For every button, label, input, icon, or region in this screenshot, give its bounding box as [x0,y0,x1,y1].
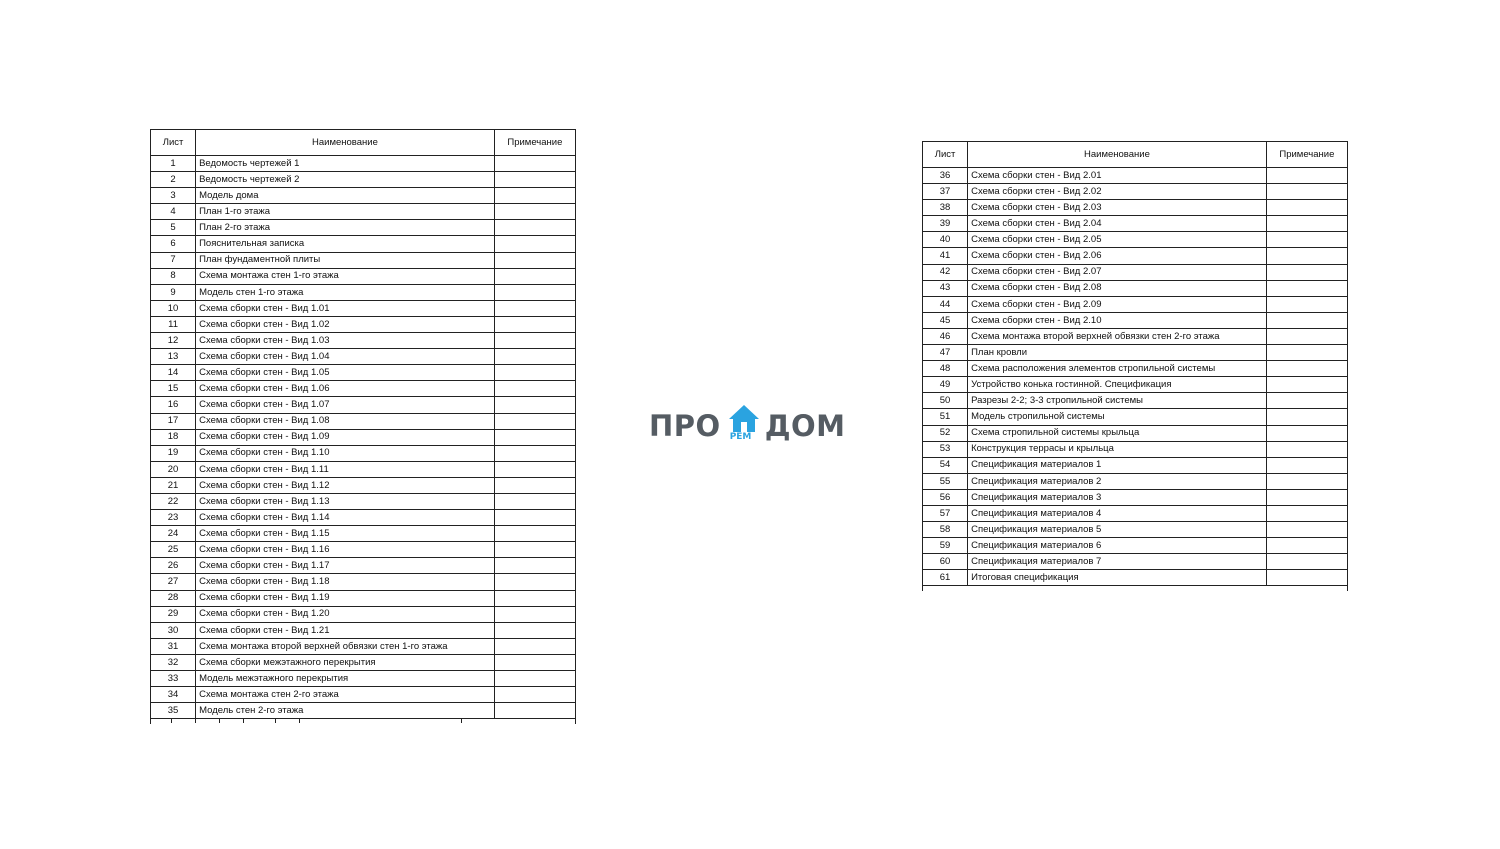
table-row [151,188,576,204]
table-row [923,570,1348,586]
table-row [151,397,576,413]
sheet-note-cell [494,204,575,220]
sheet-name-cell: Схема сборки межэтажного перекрытия [196,654,495,670]
table-row [151,590,576,606]
sheet-number-cell: 21 [151,477,196,493]
sheet-name-cell: Модель стен 1-го этажа [196,284,495,300]
sheet-name-cell: Модель стен 2-го этажа [196,703,495,719]
sheet-number-cell: 58 [923,522,968,538]
header-name: Наименование [968,142,1267,168]
sheet-name-cell: Спецификация материалов 2 [968,473,1267,489]
sheet-name-cell: Схема монтажа второй верхней обвязки стен 1-го этажа [196,638,495,654]
sheet-number-cell: 32 [151,654,196,670]
sheet-note-cell [1266,570,1347,586]
sheet-number-cell: 59 [923,538,968,554]
table-cut-edge-right [922,585,1348,591]
sheet-note-cell [1266,441,1347,457]
sheet-note-cell [494,510,575,526]
sheet-number-cell: 56 [923,489,968,505]
sheet-note-cell [1266,393,1347,409]
sheet-note-cell [494,413,575,429]
sheet-number-cell: 25 [151,542,196,558]
sheet-name-cell: Спецификация материалов 5 [968,522,1267,538]
table-row [151,510,576,526]
sheet-number-cell: 38 [923,200,968,216]
sheet-number-cell: 44 [923,296,968,312]
table-row [923,248,1348,264]
sheet-number-cell: 49 [923,377,968,393]
sheet-number-cell: 23 [151,510,196,526]
sheet-note-cell [494,671,575,687]
sheet-name-cell: План 2-го этажа [196,220,495,236]
sheet-note-cell [494,172,575,188]
sheet-note-cell [1266,409,1347,425]
sheet-note-cell [494,493,575,509]
sheet-number-cell: 45 [923,312,968,328]
sheet-number-cell: 4 [151,204,196,220]
sheet-note-cell [1266,457,1347,473]
table-row [151,413,576,429]
sheet-name-cell: Схема сборки стен - Вид 1.04 [196,349,495,365]
table-row [923,538,1348,554]
sheet-note-cell [1266,377,1347,393]
sheet-number-cell: 6 [151,236,196,252]
sheet-number-cell: 34 [151,687,196,703]
sheet-name-cell: Схема сборки стен - Вид 1.11 [196,461,495,477]
sheet-note-cell [494,397,575,413]
sheet-number-cell: 39 [923,216,968,232]
sheet-name-cell: Ведомость чертежей 2 [196,172,495,188]
sheet-number-cell: 43 [923,280,968,296]
table-row [923,473,1348,489]
sheet-name-cell: Схема сборки стен - Вид 1.01 [196,300,495,316]
table-row [151,574,576,590]
sheet-note-cell [1266,489,1347,505]
sheet-note-cell [1266,328,1347,344]
sheet-number-cell: 20 [151,461,196,477]
table-row [151,493,576,509]
sheet-name-cell: Схема монтажа второй верхней обвязки стен 2-го этажа [968,328,1267,344]
sheet-note-cell [1266,361,1347,377]
table-row [151,156,576,172]
sheet-name-cell: Схема сборки стен - Вид 2.10 [968,312,1267,328]
header-note: Примечание [1266,142,1347,168]
logo-subtext: РЕМ [729,432,752,442]
sheet-note-cell [1266,345,1347,361]
logo-text-left: ПРО [649,409,721,443]
table-row [923,505,1348,521]
sheet-note-cell [494,574,575,590]
sheet-note-cell [1266,505,1347,521]
sheet-note-cell [1266,200,1347,216]
table-row [923,361,1348,377]
sheet-name-cell: Схема сборки стен - Вид 2.03 [968,200,1267,216]
sheet-note-cell [494,703,575,719]
sheet-number-cell: 28 [151,590,196,606]
sheet-number-cell: 55 [923,473,968,489]
sheet-note-cell [1266,473,1347,489]
sheet-name-cell: Схема сборки стен - Вид 1.03 [196,333,495,349]
table-row [151,671,576,687]
sheet-note-cell [1266,312,1347,328]
sheet-name-cell: Схема сборки стен - Вид 1.06 [196,381,495,397]
sheet-number-cell: 8 [151,268,196,284]
table-row [151,220,576,236]
sheet-name-cell: Схема сборки стен - Вид 1.15 [196,526,495,542]
table-row [151,429,576,445]
header-name: Наименование [196,130,495,156]
table-row [923,345,1348,361]
sheet-number-cell: 9 [151,284,196,300]
sheet-name-cell: Схема сборки стен - Вид 1.02 [196,316,495,332]
sheet-name-cell: Схема сборки стен - Вид 1.14 [196,510,495,526]
sheet-name-cell: Спецификация материалов 4 [968,505,1267,521]
header-note: Примечание [494,130,575,156]
header-sheet: Лист [151,130,196,156]
sheet-number-cell: 13 [151,349,196,365]
sheet-note-cell [494,606,575,622]
sheet-note-cell [1266,538,1347,554]
sheet-number-cell: 35 [151,703,196,719]
table-row [923,216,1348,232]
sheet-note-cell [1266,296,1347,312]
sheet-note-cell [494,429,575,445]
sheet-name-cell: Схема сборки стен - Вид 2.09 [968,296,1267,312]
table-row [151,316,576,332]
sheet-name-cell: Схема сборки стен - Вид 1.16 [196,542,495,558]
sheet-number-cell: 31 [151,638,196,654]
sheet-name-cell: Модель межэтажного перекрытия [196,671,495,687]
sheet-note-cell [494,316,575,332]
sheet-name-cell: Схема стропильной системы крыльца [968,425,1267,441]
sheet-note-cell [494,542,575,558]
table-row [151,236,576,252]
sheet-name-cell: Схема сборки стен - Вид 1.05 [196,365,495,381]
sheet-note-cell [494,590,575,606]
drawing-list-table-right [922,141,1348,586]
sheet-note-cell [494,268,575,284]
table-row [923,168,1348,184]
pro-dom-logo [649,404,849,448]
table-row [151,477,576,493]
table-row [923,377,1348,393]
sheet-number-cell: 41 [923,248,968,264]
sheet-name-cell: Итоговая спецификация [968,570,1267,586]
house-icon [727,404,761,448]
sheet-number-cell: 5 [151,220,196,236]
sheet-number-cell: 29 [151,606,196,622]
table-row [923,280,1348,296]
sheet-name-cell: План фундаментной плиты [196,252,495,268]
sheet-number-cell: 11 [151,316,196,332]
sheet-name-cell: Схема сборки стен - Вид 2.06 [968,248,1267,264]
sheet-name-cell: Спецификация материалов 1 [968,457,1267,473]
sheet-name-cell: Разрезы 2-2; 3-3 стропильной системы [968,393,1267,409]
table-row [151,349,576,365]
sheet-name-cell: Конструкция террасы и крыльца [968,441,1267,457]
table-header-row [923,142,1348,168]
sheet-note-cell [1266,554,1347,570]
sheet-name-cell: Схема монтажа стен 2-го этажа [196,687,495,703]
sheet-name-cell: Схема монтажа стен 1-го этажа [196,268,495,284]
sheet-number-cell: 3 [151,188,196,204]
sheet-number-cell: 22 [151,493,196,509]
sheet-note-cell [494,300,575,316]
sheet-number-cell: 15 [151,381,196,397]
table-row [151,461,576,477]
sheet-name-cell: Схема сборки стен - Вид 1.18 [196,574,495,590]
table-row [151,381,576,397]
sheet-name-cell: Схема сборки стен - Вид 2.08 [968,280,1267,296]
sheet-name-cell: Спецификация материалов 3 [968,489,1267,505]
sheet-number-cell: 51 [923,409,968,425]
sheet-number-cell: 16 [151,397,196,413]
table-row [151,526,576,542]
sheet-number-cell: 7 [151,252,196,268]
table-row [923,200,1348,216]
table-row [923,312,1348,328]
sheet-number-cell: 30 [151,622,196,638]
sheet-number-cell: 61 [923,570,968,586]
sheet-number-cell: 50 [923,393,968,409]
table-row [151,558,576,574]
sheet-name-cell: План 1-го этажа [196,204,495,220]
table-row [923,489,1348,505]
sheet-number-cell: 60 [923,554,968,570]
sheet-note-cell [494,156,575,172]
sheet-note-cell [1266,184,1347,200]
sheet-name-cell: Схема сборки стен - Вид 2.05 [968,232,1267,248]
sheet-note-cell [494,638,575,654]
sheet-note-cell [494,252,575,268]
sheet-note-cell [494,461,575,477]
sheet-note-cell [494,622,575,638]
sheet-note-cell [494,526,575,542]
table-row [151,606,576,622]
sheet-name-cell: Устройство конька гостинной. Спецификация [968,377,1267,393]
sheet-name-cell: Модель стропильной системы [968,409,1267,425]
sheet-name-cell: Схема сборки стен - Вид 1.12 [196,477,495,493]
sheet-name-cell: Схема сборки стен - Вид 1.09 [196,429,495,445]
table-row [923,441,1348,457]
table-row [151,622,576,638]
table-row [151,542,576,558]
sheet-number-cell: 1 [151,156,196,172]
sheet-note-cell [1266,248,1347,264]
sheet-number-cell: 24 [151,526,196,542]
sheet-note-cell [494,365,575,381]
table-row [151,445,576,461]
sheet-note-cell [494,284,575,300]
table-row [151,284,576,300]
sheet-name-cell: Схема сборки стен - Вид 2.04 [968,216,1267,232]
sheet-name-cell: Схема сборки стен - Вид 1.21 [196,622,495,638]
sheet-name-cell: Пояснительная записка [196,236,495,252]
sheet-note-cell [1266,425,1347,441]
sheet-number-cell: 2 [151,172,196,188]
sheet-note-cell [1266,522,1347,538]
table-cut-edge-left [150,718,576,724]
sheet-name-cell: План кровли [968,345,1267,361]
sheet-note-cell [1266,168,1347,184]
sheet-number-cell: 47 [923,345,968,361]
table-row [151,703,576,719]
sheet-number-cell: 33 [151,671,196,687]
table-body-right [923,168,1348,586]
sheet-name-cell: Спецификация материалов 6 [968,538,1267,554]
sheet-note-cell [494,445,575,461]
sheet-note-cell [494,236,575,252]
sheet-number-cell: 40 [923,232,968,248]
table-row [923,296,1348,312]
table-row [923,264,1348,280]
sheet-note-cell [494,333,575,349]
sheet-number-cell: 14 [151,365,196,381]
sheet-note-cell [1266,232,1347,248]
sheet-name-cell: Схема расположения элементов стропильной системы [968,361,1267,377]
table-row [923,425,1348,441]
sheet-note-cell [1266,280,1347,296]
sheet-number-cell: 36 [923,168,968,184]
table-row [923,328,1348,344]
sheet-number-cell: 42 [923,264,968,280]
table-row [151,268,576,284]
sheet-number-cell: 52 [923,425,968,441]
table-row [923,409,1348,425]
table-header-row [151,130,576,156]
table-row [923,184,1348,200]
sheet-number-cell: 57 [923,505,968,521]
sheet-name-cell: Схема сборки стен - Вид 2.07 [968,264,1267,280]
sheet-name-cell: Схема сборки стен - Вид 2.01 [968,168,1267,184]
sheet-note-cell [494,220,575,236]
table-row [923,522,1348,538]
table-row [923,457,1348,473]
sheet-note-cell [1266,216,1347,232]
sheet-name-cell: Ведомость чертежей 1 [196,156,495,172]
sheet-note-cell [494,558,575,574]
table-row [151,654,576,670]
sheet-name-cell: Схема сборки стен - Вид 1.07 [196,397,495,413]
table-row [151,172,576,188]
sheet-note-cell [494,188,575,204]
sheet-number-cell: 48 [923,361,968,377]
drawing-list-table-left [150,129,576,719]
sheet-note-cell [494,349,575,365]
table-row [151,252,576,268]
sheet-note-cell [494,381,575,397]
sheet-number-cell: 27 [151,574,196,590]
table-row [923,554,1348,570]
sheet-number-cell: 54 [923,457,968,473]
sheet-name-cell: Схема сборки стен - Вид 1.10 [196,445,495,461]
sheet-name-cell: Схема сборки стен - Вид 1.20 [196,606,495,622]
sheet-note-cell [494,687,575,703]
table-row [151,365,576,381]
sheet-name-cell: Модель дома [196,188,495,204]
header-sheet: Лист [923,142,968,168]
sheet-number-cell: 37 [923,184,968,200]
logo-text-right: ДОМ [764,409,846,443]
sheet-name-cell: Схема сборки стен - Вид 1.17 [196,558,495,574]
sheet-number-cell: 17 [151,413,196,429]
sheet-name-cell: Схема сборки стен - Вид 1.19 [196,590,495,606]
sheet-number-cell: 18 [151,429,196,445]
sheet-name-cell: Схема сборки стен - Вид 2.02 [968,184,1267,200]
sheet-note-cell [494,477,575,493]
table-row [151,638,576,654]
table-row [923,393,1348,409]
table-row [151,204,576,220]
sheet-number-cell: 26 [151,558,196,574]
sheet-note-cell [494,654,575,670]
sheet-number-cell: 19 [151,445,196,461]
table-row [151,300,576,316]
sheet-number-cell: 53 [923,441,968,457]
sheet-name-cell: Схема сборки стен - Вид 1.13 [196,493,495,509]
sheet-note-cell [1266,264,1347,280]
sheet-number-cell: 10 [151,300,196,316]
sheet-name-cell: Схема сборки стен - Вид 1.08 [196,413,495,429]
sheet-number-cell: 46 [923,328,968,344]
table-body-left [151,156,576,719]
sheet-number-cell: 12 [151,333,196,349]
table-row [923,232,1348,248]
table-row [151,333,576,349]
table-row [151,687,576,703]
sheet-name-cell: Спецификация материалов 7 [968,554,1267,570]
